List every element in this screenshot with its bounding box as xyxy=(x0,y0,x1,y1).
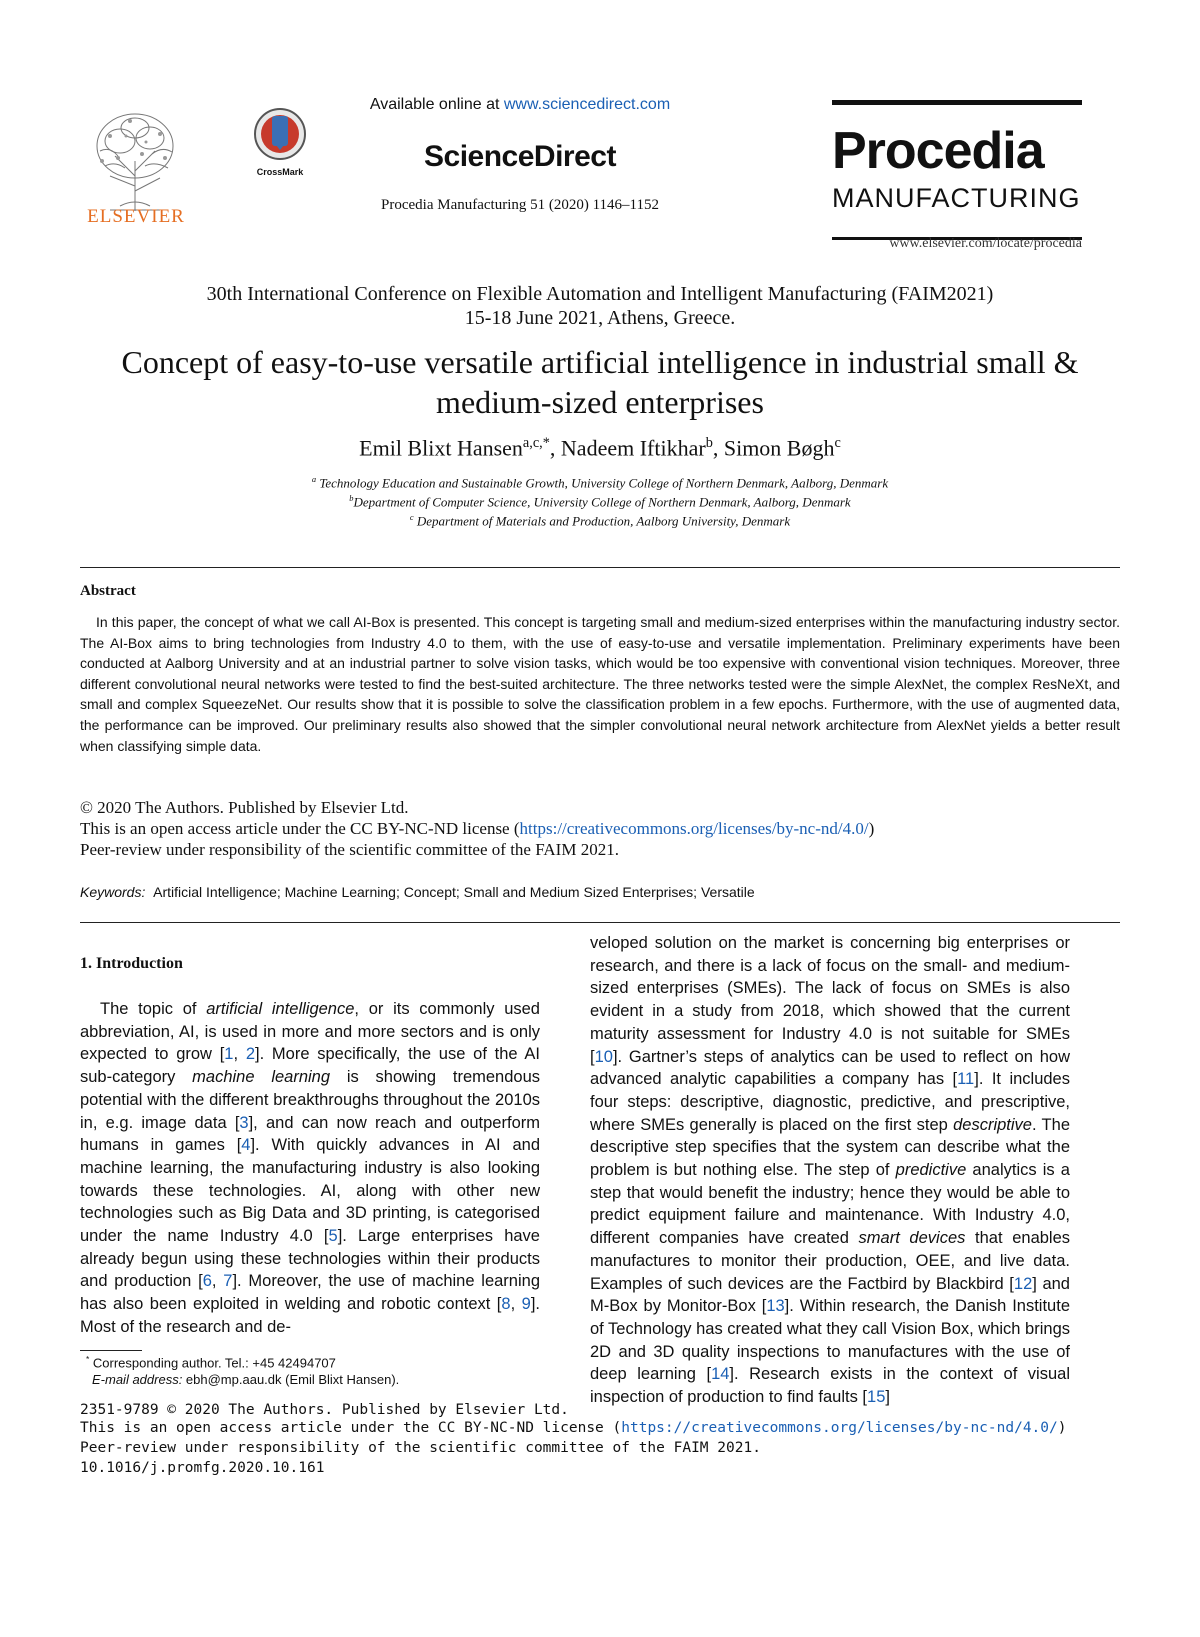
peer-review-line: Peer-review under responsibility of the scientific committee of the FAIM 2021. xyxy=(80,840,619,859)
citation-10[interactable]: 10 xyxy=(594,1047,613,1066)
text-run: ] and M-Box by Monitor-Box [ xyxy=(590,1274,1070,1316)
citation-8[interactable]: 8 xyxy=(501,1295,511,1314)
authors xyxy=(60,435,1140,461)
citation-6[interactable]: 6 xyxy=(202,1272,212,1291)
conference-name: 30th International Conference on Flexible Automation and Intelligent Manufacturing (FAIM2021) xyxy=(206,283,994,305)
right-column-text xyxy=(590,932,1070,1409)
open-access-text: This is an open access article under the CC BY-NC-ND license ( xyxy=(80,819,520,838)
keywords-text: Artificial Intelligence; Machine Learning; Concept; Small and Medium Sized Enterprises; Versatile xyxy=(153,884,755,900)
crossmark-label: CrossMark xyxy=(256,167,304,177)
emphasis: smart devices xyxy=(858,1229,966,1248)
copyright-line: © 2020 The Authors. Published by Elsevier Ltd. xyxy=(80,798,409,817)
text-run: ]. It includes four steps: descriptive, diagnostic, predictive, and prescriptive, where SMEs generally is placed on the first step xyxy=(590,1070,1070,1134)
keywords-label: Keywords: xyxy=(80,884,146,900)
section-heading-introduction: 1. Introduction xyxy=(80,955,183,972)
keywords-bottom-rule xyxy=(80,922,1120,923)
text-run: ]. Research exists in the context of visual inspection of production to find faults [ xyxy=(590,1365,1070,1407)
crossmark-icon xyxy=(248,106,312,164)
journal-reference: Procedia Manufacturing 51 (2020) 1146–1152 xyxy=(381,197,659,213)
title-line-1: Concept of easy-to-use versatile artificial intelligence in industrial small & xyxy=(121,344,1079,380)
elsevier-wordmark: ELSEVIER xyxy=(87,206,185,227)
footnote-email xyxy=(92,1372,552,1387)
citation-3[interactable]: 3 xyxy=(239,1113,249,1132)
text-run: ]. Within research, the Danish Institute of Technology has created what they call Vision Box, which brings 2D and 3D quality inspections to manufactures with the use of deep learning [ xyxy=(590,1297,1070,1384)
left-column-text: The topic of artificial intelligence, or its commonly used abbreviation, AI, is used in more and more sectors and is only expected to grow [1, 2]. More specifically, the use of the AI sub-category machine learning is showing tremendous potential with the different breakthroughs throughout the 2010s in, e.g. image data [3], and can now reach and outperform humans in games [4]. With quickly advances in AI and machine learning, the manufacturing industry is also looking towards these technologies. AI, along with other new technologies such as Big Data and 3D printing, is categorised under the name Industry 4.0 [5]. Large enterprises have already begun using these technologies within their products and production [6, 7]. Moreover, the use of machine learning has also been exploited in welding and robotic context [8, 9]. Most of the research and de- xyxy=(80,1000,541,1336)
affiliation-a-mark: a xyxy=(311,474,317,484)
email-text: ebh@mp.aau.dk (Emil Blixt Hansen). xyxy=(182,1372,400,1387)
bottom-open-access xyxy=(80,1420,1120,1437)
affiliation-a-text: Technology Education and Sustainable Growth, University College of Northern Denmark, Aalborg, Denmark xyxy=(319,475,889,491)
open-access-line xyxy=(80,819,1120,839)
keywords xyxy=(80,884,1120,900)
citation-7[interactable]: 7 xyxy=(223,1272,233,1291)
abstract-top-rule xyxy=(80,567,1120,568)
text-run: ]. Moreover, the use of machine learning has also been exploited in welding and robotic context [ xyxy=(80,1272,540,1314)
paper-title xyxy=(60,342,1140,422)
citation-9[interactable]: 9 xyxy=(521,1295,531,1314)
citation-14[interactable]: 14 xyxy=(711,1365,730,1384)
doi[interactable]: 10.1016/j.promfg.2020.10.161 xyxy=(80,1460,325,1476)
procedia-subtitle: MANUFACTURING xyxy=(832,183,1081,213)
citation-4[interactable]: 4 xyxy=(241,1136,251,1155)
text-run: The topic of xyxy=(100,1000,207,1018)
text-run: ] xyxy=(885,1388,890,1407)
author-1: Emil Blixt Hansen xyxy=(359,435,523,461)
conference-date: 15-18 June 2021, Athens, Greece. xyxy=(464,307,736,329)
author-sep-1: , xyxy=(549,435,561,461)
author-3: Simon Bøgh xyxy=(723,435,835,461)
citation-2[interactable]: 2 xyxy=(245,1045,255,1064)
text-run: veloped solution on the market is concerning big enterprises or research, and there is a lack of focus on the small- and medium-sized enterprises (SMEs). The lack of focus on SMEs is also evident in a study from 2018, which showed that the current maturity assessment for Industry 4.0 is not suitable for SMEs [ xyxy=(590,934,1070,1066)
text-run: ]. Gartner’s steps of analytics can be used to reflect on how advanced analytic capabilities a company has [ xyxy=(590,1047,1070,1089)
author-sep-2: , xyxy=(712,435,724,461)
citation-11[interactable]: 11 xyxy=(957,1070,975,1089)
text-run: . The descriptive step specifies that the system can describe what the problem is but nothing else. The step of xyxy=(590,1115,1070,1180)
emphasis: descriptive xyxy=(953,1115,1032,1134)
author-2: Nadeem Iftikhar xyxy=(560,435,706,461)
license-link[interactable]: https://creativecommons.org/licenses/by-nc-nd/4.0/ xyxy=(519,819,869,838)
author-3-marks: c xyxy=(834,435,841,451)
text-run: is showing tremendous potential with the different breakthroughs throughout the 2010s in, e.g. image data [ xyxy=(80,1068,540,1132)
text-run: analytics is a step that would benefit the industry; hence they would be able to predict equipment failure and maintenance. With Industry 4.0, different companies have created xyxy=(590,1161,1070,1248)
available-text: Available online at xyxy=(369,96,504,113)
footnote-text: Corresponding author. Tel.: +45 42494707 xyxy=(89,1355,336,1371)
conference-info xyxy=(60,282,1140,330)
bottom-oa-text: This is an open access article under the CC BY-NC-ND license ( xyxy=(80,1420,622,1436)
title-line-2: medium-sized enterprises xyxy=(436,384,764,420)
footnote-mark: * xyxy=(86,1354,90,1364)
citation-15[interactable]: 15 xyxy=(867,1388,886,1407)
procedia-logo xyxy=(832,100,1082,240)
affiliation-c xyxy=(60,512,1140,529)
bottom-license-link[interactable]: https://creativecommons.org/licenses/by-nc-nd/4.0/ xyxy=(621,1420,1058,1436)
affiliation-b-text: Department of Computer Science, University College of Northern Denmark, Aalborg, Denmark xyxy=(353,494,851,510)
text-run: ]. More specifically, the use of the AI sub-category xyxy=(80,1045,540,1087)
procedia-title: Procedia xyxy=(832,122,1044,180)
abstract-heading: Abstract xyxy=(80,583,136,599)
citation-1[interactable]: 1 xyxy=(224,1045,234,1064)
emphasis: machine learning xyxy=(192,1068,331,1087)
email-label: E-mail address: xyxy=(92,1372,183,1387)
emphasis: artificial intelligence xyxy=(206,1000,355,1018)
bottom-peer-review: Peer-review under responsibility of the scientific committee of the FAIM 2021. xyxy=(80,1440,761,1456)
text-run: ], and can now reach and outperform humans in games [ xyxy=(80,1113,540,1155)
issn-line: 2351-9789 © 2020 The Authors. Published by Elsevier Ltd. xyxy=(80,1402,569,1418)
open-access-close: ) xyxy=(868,819,875,838)
affiliation-a xyxy=(60,474,1140,491)
author-2-marks: b xyxy=(705,435,713,451)
available-online xyxy=(330,96,710,114)
text-run: ]. With quickly advances in AI and machine learning, the manufacturing industry is also looking towards these technologies. AI, along with other new technologies such as Big Data and 3D printing, is categorised under the name Industry 4.0 [ xyxy=(80,1136,541,1246)
sciencedirect-wordmark: ScienceDirect xyxy=(424,140,616,173)
author-1-marks: a,c,* xyxy=(522,435,550,451)
bottom-oa-close: ) xyxy=(1057,1420,1067,1436)
elsevier-url[interactable]: www.elsevier.com/locate/procedia xyxy=(889,236,1082,251)
affiliation-c-mark: c xyxy=(409,512,414,522)
citation-12[interactable]: 12 xyxy=(1013,1274,1033,1293)
affiliation-c-text: Department of Materials and Production, Aalborg University, Denmark xyxy=(416,513,791,529)
text-run: that enables manufactures to monitor their production, OEE, and live data. Examples of such devices are the Factbird by Blackbird [ xyxy=(590,1229,1071,1293)
text-run: ]. Most of the research and de- xyxy=(80,1295,540,1336)
crossmark-badge[interactable] xyxy=(248,106,312,178)
affiliation-b-mark: b xyxy=(349,493,354,503)
sciencedirect-link[interactable]: www.sciencedirect.com xyxy=(503,96,671,113)
footnote-rule xyxy=(80,1350,142,1351)
footnote-corresponding xyxy=(86,1354,546,1370)
text-run: , or its commonly used abbreviation, AI, is used in more and more sectors and is only expected to grow [ xyxy=(80,1000,540,1064)
text-run: ]. Large enterprises have already begun using these technologies within their products and production [ xyxy=(80,1227,540,1291)
citation-13[interactable]: 13 xyxy=(766,1297,785,1316)
emphasis: predictive xyxy=(895,1161,967,1180)
citation-5[interactable]: 5 xyxy=(328,1227,338,1246)
abstract-body: In this paper, the concept of what we call AI-Box is presented. This concept is targeting small and medium-sized enterprises within the manufacturing industry sector. The AI-Box aims to bring technologies from Industry 4.0 to them, with the use of easy-to-use and versatile implementation. Preliminary experiments have been conducted at Aalborg University and at an industrial partner to solve vision tasks, which would be too expensive with conventional vision techniques. Moreover, three different convolutional neural networks were tested to find the best-suited architecture. The three networks tested were the simple AlexNet, the complex ResNeXt, and small and complex SqueezeNet. Our results show that it is possible to solve the classification problem in a few epochs. Furthermore, with the use of augmented data, the performance can be improved. Our preliminary results also showed that the simpler convolutional neural network architecture from AlexNet yields a better result when classifying simple data. xyxy=(80,614,1120,754)
affiliation-b xyxy=(60,493,1140,510)
